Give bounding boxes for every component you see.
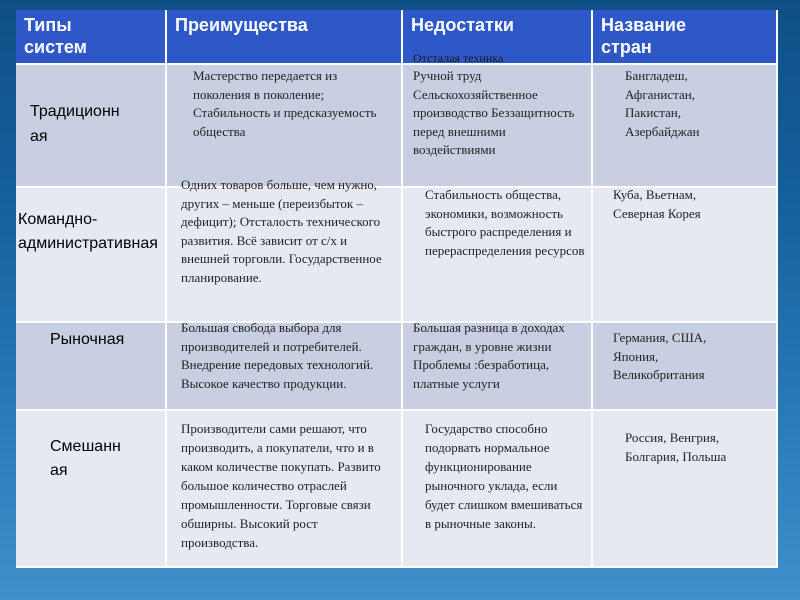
header-countries-label: Название стран [601, 15, 686, 57]
header-types [16, 10, 167, 65]
header-disadvantages [403, 10, 593, 65]
countries-text: Германия, США, Япония, Великобритания [613, 330, 707, 382]
advantages-text: Производители сами решают, что производить, а покупатели, что и в каком количестве покупать. Развито большое количество отраслей промышленности. Торговые связи обширны. Высокий рост производства. [181, 421, 381, 550]
header-disadvantages-label: Недостатки [411, 15, 514, 35]
type-line: ая [30, 128, 48, 145]
row-command-advantages [167, 177, 403, 323]
countries-text: Россия, Венгрия, Болгария, Польша [625, 430, 727, 464]
row-mixed-disadvantages [403, 411, 593, 568]
disadvantages-text: Стабильность общества, экономики, возможность быстрого распределения и перераспределения ресурсов [425, 187, 585, 258]
type-line: Рыночная [50, 331, 125, 348]
row-mixed-type [16, 411, 167, 568]
row-traditional-advantages [167, 65, 403, 188]
advantages-text: Мастерство передается из поколения в поколение; Стабильность и предсказуемость общества [193, 68, 377, 139]
header-types-label: Типы систем [24, 15, 87, 57]
type-mixed [50, 435, 121, 483]
row-command-disadvantages [403, 188, 593, 323]
economic-systems-table [16, 10, 778, 568]
type-line: Смешанн [50, 438, 121, 455]
type-command [18, 208, 158, 256]
type-line: Командно- [18, 211, 98, 228]
header-advantages-label: Преимущества [175, 15, 308, 35]
disadvantages-text: Ручной труд Сельскохозяйственное производство Беззащитность перед внешними воздействиями [413, 68, 575, 157]
row-mixed-advantages [167, 411, 403, 568]
row-market-advantages [167, 320, 403, 411]
type-traditional [30, 99, 120, 149]
type-line: ая [50, 462, 68, 479]
disadvantages-text: Большая разница в доходах граждан, в уровне жизни Проблемы :безработица, платные услуги [413, 320, 565, 391]
row-market-countries [593, 323, 778, 411]
disadvantages-note: Отсталая техника [413, 51, 504, 65]
countries-text: Бангладеш, Афганистан, Пакистан, Азербайджан [625, 68, 700, 139]
countries-text: Куба, Вьетнам, Северная Корея [613, 187, 701, 221]
row-command-countries [593, 188, 778, 323]
disadvantages-text: Государство способно подорвать нормальное функционирование рыночного уклада, если будет слишком вмешиваться в рыночные законы. [425, 421, 583, 531]
advantages-text: Большая свобода выбора для производителей и потребителей. Внедрение передовых технологий. Высокое качество продукции. [181, 320, 374, 391]
advantages-text: Одних товаров больше, чем нужно, других – меньше (переизбыток – дефицит); Отсталость технического развития. Всё зависит от с/х и внешней торговли. Государственное планирование. [181, 177, 382, 285]
header-advantages [167, 10, 403, 65]
row-mixed-countries [593, 411, 778, 568]
row-market-type [16, 323, 167, 411]
row-traditional-type [16, 65, 167, 188]
header-countries [593, 10, 778, 65]
row-traditional-countries [593, 65, 778, 188]
type-line: административная [18, 235, 158, 252]
type-market [50, 331, 124, 349]
row-command-type [16, 188, 167, 323]
row-traditional-disadvantages [403, 65, 593, 188]
row-market-disadvantages [403, 320, 593, 411]
type-line: Традиционн [30, 103, 120, 120]
